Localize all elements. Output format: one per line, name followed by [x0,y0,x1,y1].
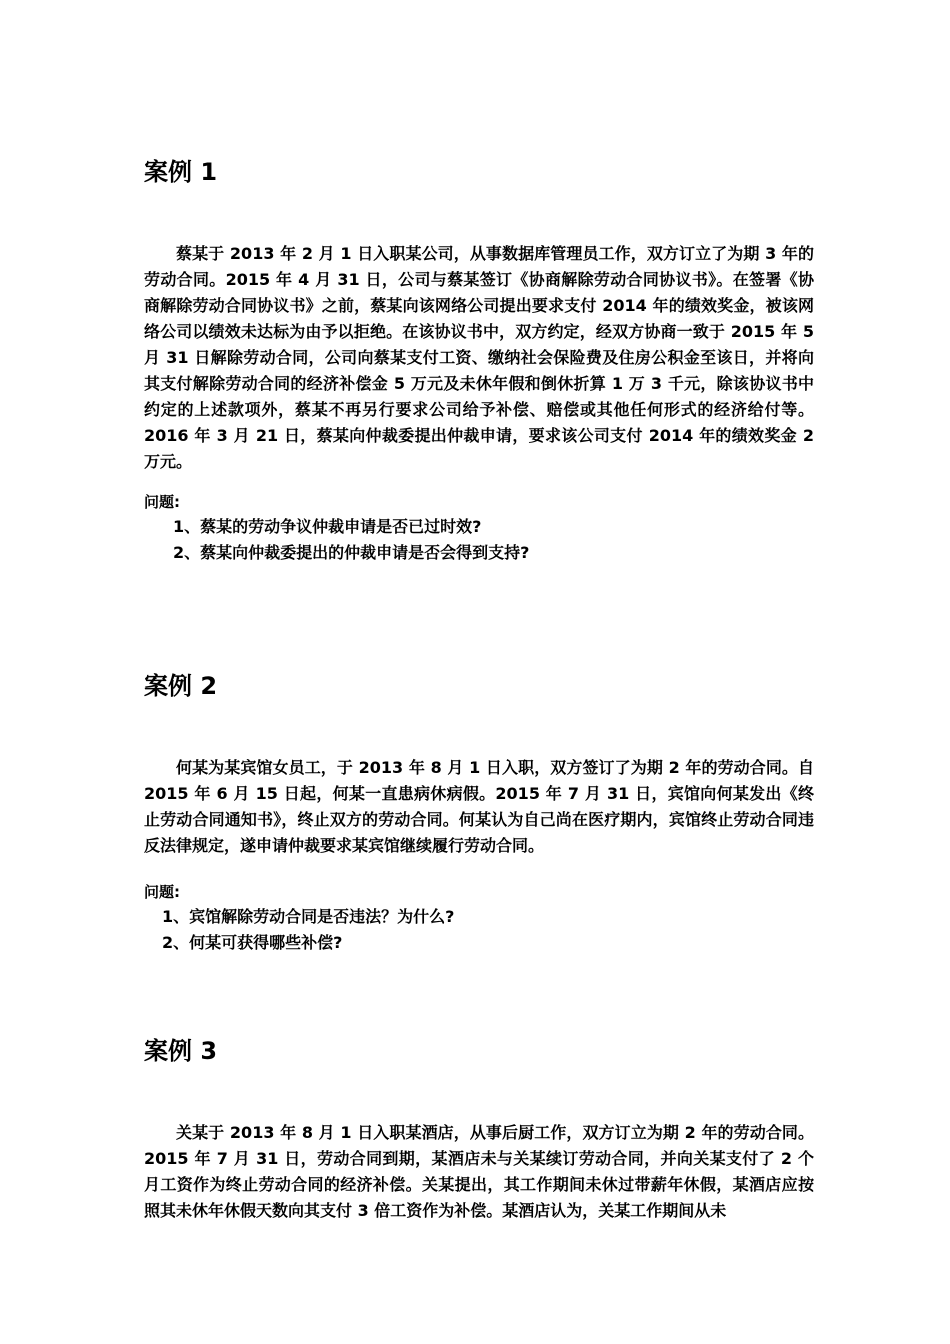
case-1-paragraph: 蔡某于 2013 年 2 月 1 日入职某公司，从事数据库管理员工作，双方订立了为期 3 年的劳动合同。2015 年 4 月 31 日，公司与蔡某签订《协商解除劳动合同协议书》。在签署《协商解除劳动合同协议书》之前，蔡某向该网络公司提出要求支付 2014 年的绩效奖金，被该网络公司以绩效未达标为由予以拒绝。在该协议书中，双方约定，经双方协商一致于 2015 年 5 月 31 日解除劳动合同，公司向蔡某支付工资、缴纳社会保险费及住房公积金至该日，并将向其支付解除劳动合同的经济补偿金 5 万元及未休年假和倒休折算 1 万 3 千元，除该协议书中约定的上述款项外，蔡某不再另行要求公司给予补偿、赔偿或其他任何形式的经济给付等。2016 年 3 月 21 日，蔡某向仲裁委提出仲裁申请，要求该公司支付 2014 年的绩效奖金 2 万元。 [144,244,814,471]
case-2-paragraph: 何某为某宾馆女员工，于 2013 年 8 月 1 日入职，双方签订了为期 2 年的劳动合同。自 2015 年 6 月 15 日起，何某一直患病休病假。2015 年 7 月 31 日，宾馆向何某发出《终止劳动合同通知书》，终止双方的劳动合同。何某认为自己尚在医疗期内，宾馆终止劳动合同违反法律规定，遂申请仲裁要求某宾馆继续履行劳动合同。 [144,758,814,855]
case-2-question-label: 问题: [144,883,180,901]
case-1-question-1: 1、蔡某的劳动争议仲裁申请是否已过时效? [173,517,482,536]
case-2-question-1: 1、宾馆解除劳动合同是否违法？为什么? [162,907,455,926]
case-3-title: 案例 3 [144,1037,218,1065]
case-1-question-2: 2、蔡某向仲裁委提出的仲裁申请是否会得到支持? [173,543,530,562]
case-2-title: 案例 2 [144,672,218,700]
case-3-paragraph: 关某于 2013 年 8 月 1 日入职某酒店，从事后厨工作，双方订立为期 2 年的劳动合同。2015 年 7 月 31 日，劳动合同到期，某酒店未与关某续订劳动合同，并向关某支付了 2 个月工资作为终止劳动合同的经济补偿。关某提出，其工作期间未休过带薪年休假，某酒店应按照其未休年休假天数向其支付 3 倍工资作为补偿。某酒店认为，关某工作期间从未 [144,1123,814,1220]
case-1-title: 案例 1 [144,158,218,186]
case-2-question-2: 2、何某可获得哪些补偿? [162,933,343,952]
case-1-question-label: 问题: [144,493,180,511]
